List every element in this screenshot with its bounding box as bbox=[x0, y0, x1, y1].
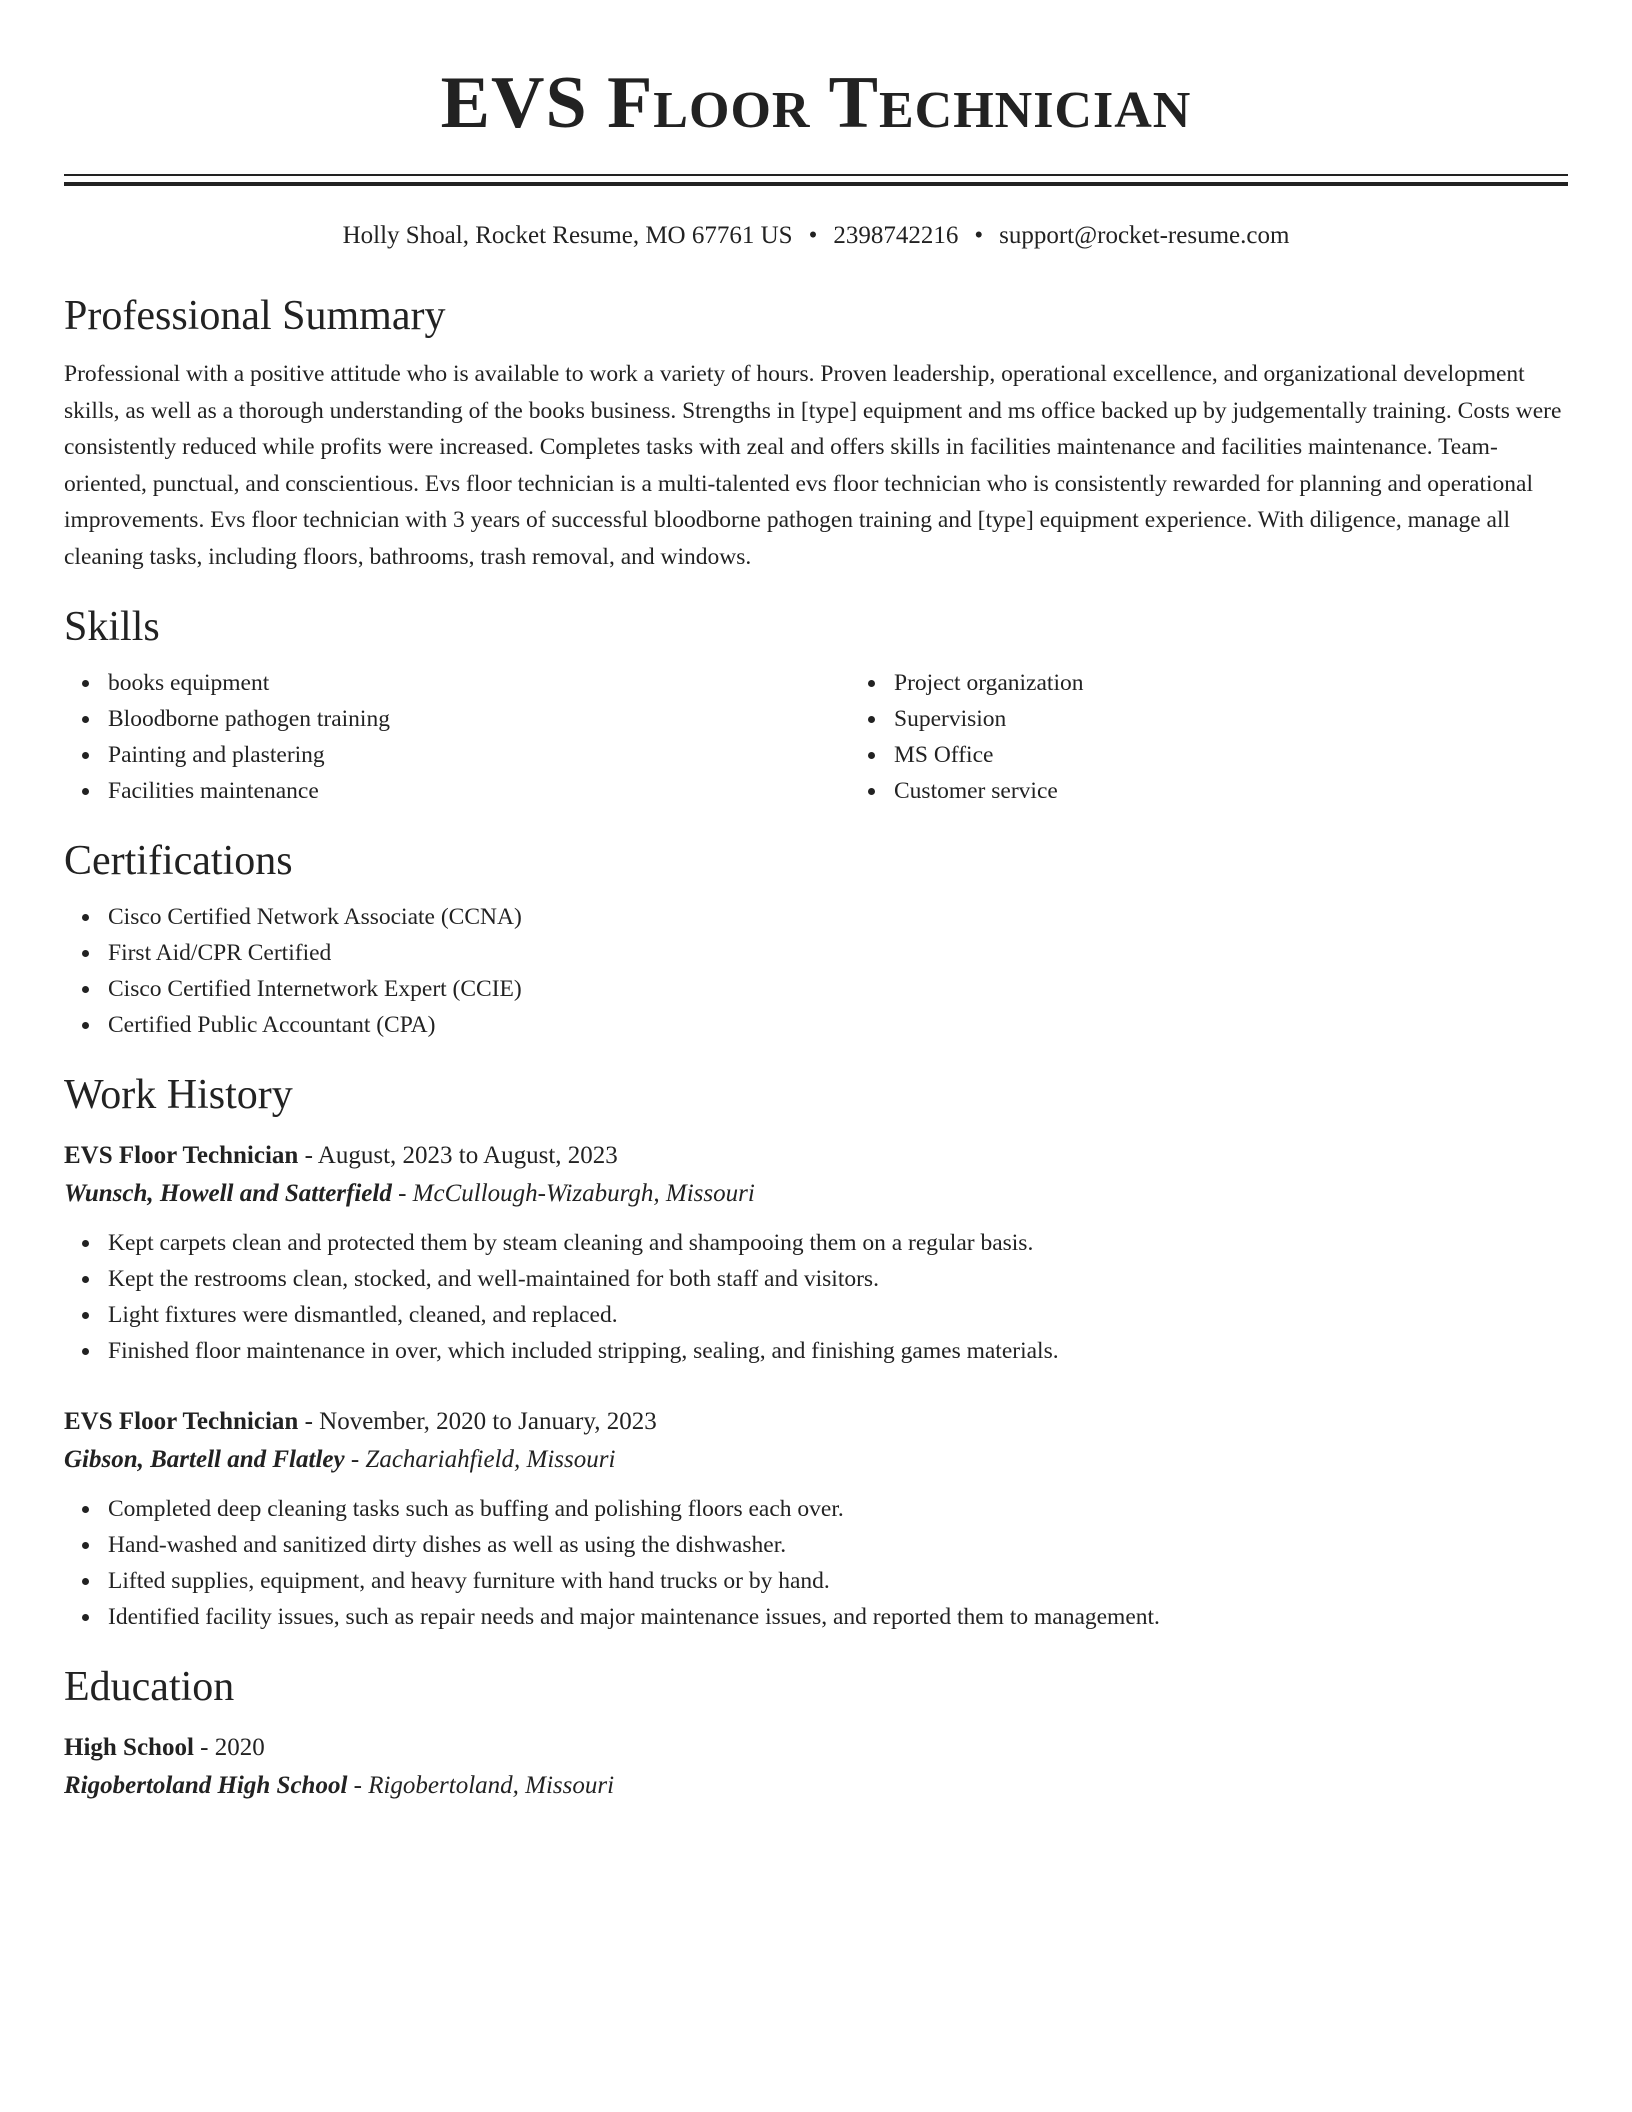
work-history-section bbox=[64, 1069, 1568, 1635]
job-duties-list bbox=[64, 1491, 1568, 1635]
dash-separator: - bbox=[298, 1408, 320, 1435]
summary-text: Professional with a positive attitude who is available to work a variety of hours. Proven leadership, operational excellence, and organizational development skills, as well as a thorough understanding of the books business. Strengths in [type] equipment and ms office backed up by judgementally training. Costs were consistently reduced while profits were increased. Completes tasks with zeal and offers skills in facilities maintenance and facilities maintenance. Team-oriented, punctual, and conscientious. Evs floor technician is a multi-talented evs floor technician who is consistently rewarded for planning and operational improvements. Evs floor technician with 3 years of successful bloodborne pathogen training and [type] equipment experience. With diligence, manage all cleaning tasks, including floors, bathrooms, trash removal, and windows. bbox=[64, 361, 1562, 570]
education-school-line bbox=[64, 1767, 1568, 1805]
contact-phone: 2398742216 bbox=[833, 222, 959, 249]
contact-line bbox=[64, 220, 1568, 252]
job-duty: Light fixtures were dismantled, cleaned, and replaced. bbox=[108, 1297, 1568, 1333]
skills-list-left bbox=[64, 665, 850, 809]
job-company: Wunsch, Howell and Satterfield bbox=[64, 1180, 392, 1207]
dash-separator: - bbox=[193, 1734, 215, 1761]
job-entry bbox=[64, 1403, 1568, 1635]
certifications-list bbox=[64, 899, 1568, 1043]
dash-separator: - bbox=[347, 1772, 369, 1799]
certifications-heading: Certifications bbox=[64, 838, 293, 884]
skill-item: Bloodborne pathogen training bbox=[108, 701, 850, 737]
skills-list-right bbox=[850, 665, 1632, 809]
skills-section bbox=[64, 601, 1568, 809]
job-company-line bbox=[64, 1175, 1568, 1213]
skill-item: Customer service bbox=[894, 773, 1632, 809]
header-divider bbox=[64, 174, 1568, 186]
job-location: Zachariahfield, Missouri bbox=[365, 1446, 616, 1473]
skill-item: Supervision bbox=[894, 701, 1632, 737]
certification-item: Certified Public Accountant (CPA) bbox=[108, 1007, 1568, 1043]
job-dates: November, 2020 to January, 2023 bbox=[319, 1408, 657, 1435]
certifications-section bbox=[64, 835, 1568, 1043]
job-duty: Lifted supplies, equipment, and heavy furniture with hand trucks or by hand. bbox=[108, 1563, 1568, 1599]
skill-item: Facilities maintenance bbox=[108, 773, 850, 809]
education-entry bbox=[64, 1729, 1568, 1805]
skills-grid bbox=[64, 665, 1568, 809]
skill-item: MS Office bbox=[894, 737, 1632, 773]
job-duty: Finished floor maintenance in over, which included stripping, sealing, and finishing games materials. bbox=[108, 1333, 1568, 1369]
job-title-line bbox=[64, 1137, 1568, 1175]
skills-heading: Skills bbox=[64, 604, 160, 650]
education-degree: High School bbox=[64, 1734, 194, 1761]
dash-separator: - bbox=[391, 1180, 413, 1207]
education-year: 2020 bbox=[214, 1734, 265, 1761]
job-duty: Kept carpets clean and protected them by steam cleaning and shampooing them on a regular basis. bbox=[108, 1225, 1568, 1261]
contact-separator: • bbox=[808, 222, 818, 249]
job-duty: Completed deep cleaning tasks such as buffing and polishing floors each over. bbox=[108, 1491, 1568, 1527]
skill-item: Painting and plastering bbox=[108, 737, 850, 773]
job-title: EVS Floor Technician bbox=[64, 1142, 299, 1169]
certification-item: Cisco Certified Internetwork Expert (CCIE) bbox=[108, 971, 1568, 1007]
job-duty: Identified facility issues, such as repair needs and major maintenance issues, and reported them to management. bbox=[108, 1599, 1568, 1635]
work-history-heading: Work History bbox=[64, 1072, 293, 1118]
job-location: McCullough-Wizaburgh, Missouri bbox=[412, 1180, 755, 1207]
certification-item: Cisco Certified Network Associate (CCNA) bbox=[108, 899, 1568, 935]
job-duties-list bbox=[64, 1225, 1568, 1369]
education-degree-line bbox=[64, 1729, 1568, 1767]
job-company-line bbox=[64, 1441, 1568, 1479]
education-school: Rigobertoland High School bbox=[64, 1772, 348, 1799]
job-dates: August, 2023 to August, 2023 bbox=[317, 1142, 618, 1169]
job-duty: Kept the restrooms clean, stocked, and well-maintained for both staff and visitors. bbox=[108, 1261, 1568, 1297]
education-section bbox=[64, 1661, 1568, 1805]
resume-name: EVS Floor Technician bbox=[440, 62, 1192, 144]
job-entry bbox=[64, 1137, 1568, 1369]
dash-separator: - bbox=[298, 1142, 318, 1169]
summary-section bbox=[64, 290, 1568, 575]
job-title: EVS Floor Technician bbox=[64, 1408, 299, 1435]
summary-heading: Professional Summary bbox=[64, 293, 446, 339]
job-company: Gibson, Bartell and Flatley bbox=[64, 1446, 345, 1473]
education-heading: Education bbox=[64, 1664, 235, 1710]
education-location: Rigobertoland, Missouri bbox=[368, 1772, 615, 1799]
certification-item: First Aid/CPR Certified bbox=[108, 935, 1568, 971]
dash-separator: - bbox=[344, 1446, 366, 1473]
skill-item: books equipment bbox=[108, 665, 850, 701]
contact-separator: • bbox=[974, 222, 984, 249]
contact-address: Holly Shoal, Rocket Resume, MO 67761 US bbox=[342, 222, 793, 249]
skill-item: Project organization bbox=[894, 665, 1632, 701]
job-title-line bbox=[64, 1403, 1568, 1441]
contact-email: support@rocket-resume.com bbox=[999, 222, 1290, 249]
job-duty: Hand-washed and sanitized dirty dishes as well as using the dishwasher. bbox=[108, 1527, 1568, 1563]
